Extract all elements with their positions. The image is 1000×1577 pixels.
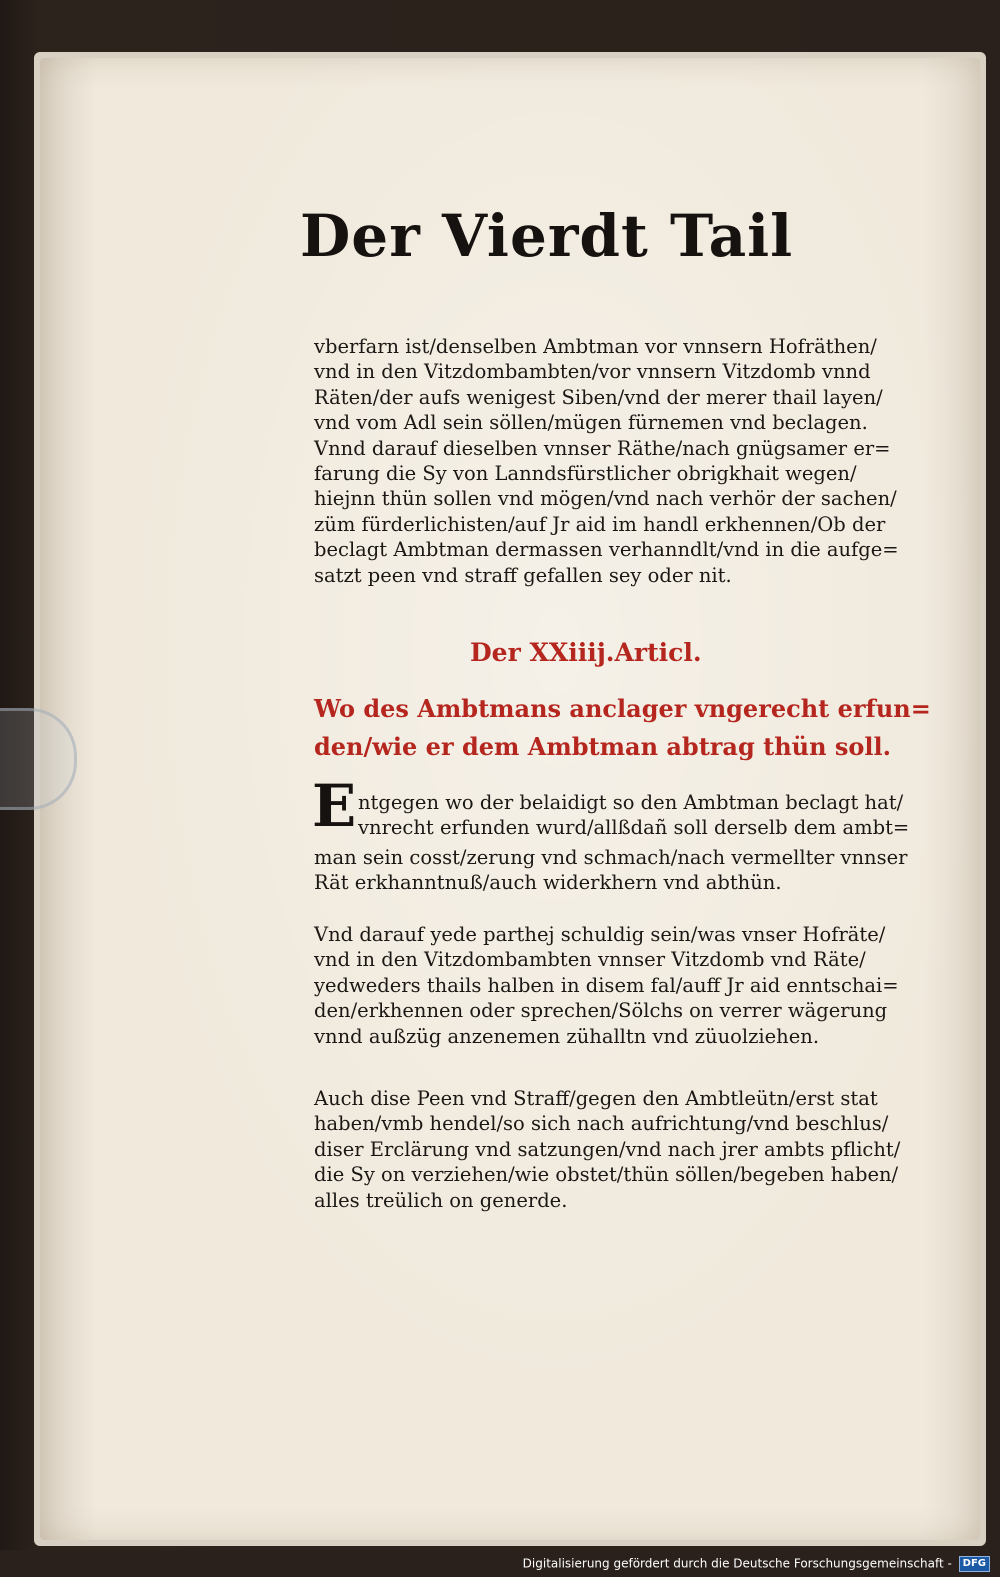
text-line: yedweders thails halben in disem fal/auff Jr aid enntschai=	[314, 973, 899, 997]
text-line: Vnd darauf yede parthej schuldig sein/was vnser Hofräte/	[314, 923, 886, 946]
text-line: vnnd außzüg anzenemen zühalltn vnd züuolziehen.	[314, 1024, 820, 1048]
text-line: man sein cosst/zerung vnd schmach/nach vermellter vnnser	[314, 846, 908, 869]
text-line: Rät erkhanntnuß/auch widerkhern vnd abthün.	[314, 871, 782, 895]
text-line: satzt peen vnd straff gefallen sey oder nit.	[314, 563, 732, 587]
drop-cap-initial: E	[312, 772, 357, 840]
article-title-line: den/wie er dem Ambtman abtrag thün soll.	[314, 732, 892, 761]
text-line: vnd in den Vitzdombambten/vor vnnsern Vitzdomb vnnd	[314, 360, 871, 384]
dfg-logo-icon: DFG	[959, 1556, 990, 1572]
article-heading: Der XXiiij.Articl.	[470, 638, 702, 667]
footer-credit-text: Digitalisierung gefördert durch die Deutsche Forschungsgemeinschaft -	[522, 1556, 952, 1571]
text-line: beclagt Ambtman dermassen verhanndlt/vnd in die aufge=	[314, 538, 899, 562]
text-line: den/erkhennen oder sprechen/Sölchs on verrer wägerung	[314, 999, 888, 1023]
text-line: hiejnn thün sollen vnd mögen/vnd nach verhör der sachen/	[314, 487, 897, 511]
text-line: ntgegen wo der belaidigt so den Ambtman beclagt hat/	[358, 791, 904, 814]
paragraph-4	[314, 1086, 901, 1213]
text-line: diser Erclärung vnd satzungen/vnd nach jrer ambts pflicht/	[314, 1137, 901, 1161]
text-line: Vnnd darauf dieselben vnnser Räthe/nach gnügsamer er=	[314, 436, 891, 460]
article-title-line: Wo des Ambtmans anclager vngerecht erfun=	[314, 694, 931, 723]
article-title	[314, 690, 931, 766]
text-line: vberfarn ist/denselben Ambtman vor vnnsern Hofräthen/	[314, 335, 877, 358]
paragraph-2-first-lines	[358, 790, 910, 841]
paragraph-1	[314, 334, 899, 588]
text-line: farung die Sy von Lanndsfürstlicher obrigkhait wegen/	[314, 462, 857, 486]
text-line: Räten/der aufs wenigest Siben/vnd der merer thail layen/	[314, 385, 883, 409]
text-line: vnd in den Vitzdombambten vnnser Vitzdomb vnd Räte/	[314, 948, 866, 972]
text-line: vnd vom Adl sein söllen/mügen fürnemen vnd beclagen.	[314, 411, 868, 435]
paragraph-2-remaining-lines	[314, 845, 908, 896]
text-line: die Sy on verziehen/wie obstet/thün söllen/begeben haben/	[314, 1163, 899, 1187]
paragraph-3	[314, 922, 899, 1049]
text-line: Auch dise Peen vnd Straff/gegen den Ambtleütn/erst stat	[314, 1087, 878, 1110]
footer-credit	[523, 1553, 990, 1574]
running-head: Der Vierdt Tail	[300, 202, 794, 270]
text-line: alles treülich on generde.	[314, 1188, 568, 1212]
text-line: haben/vmb hendel/so sich nach aufrichtung/vnd beschlus/	[314, 1112, 889, 1136]
text-line: züm fürderlichisten/auf Jr aid im handl erkhennen/Ob der	[314, 512, 886, 536]
text-line: vnrecht erfunden wurd/allßdañ soll derselb dem ambt=	[358, 816, 910, 840]
